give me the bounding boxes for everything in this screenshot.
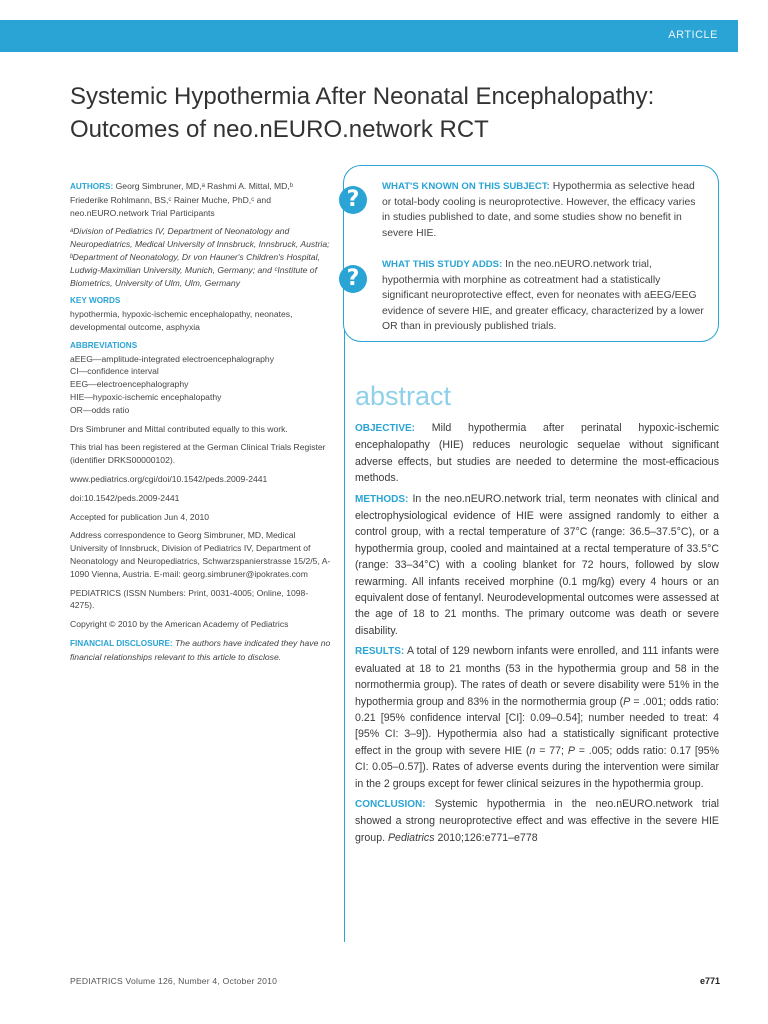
question-icon: ? [339,265,367,293]
results-text: = 77; [535,744,568,757]
left-column [70,180,332,670]
results-n-symbol: n [529,744,536,757]
issn: PEDIATRICS (ISSN Numbers: Print, 0031-4005; Online, 1098-4275). [70,587,309,611]
conclusion-text: Systemic hypothermia in the neo.nEURO.network trial showed a strong neuroprotective effect and was effective in the severe HIE group. [355,797,719,844]
whats-known-label: WHAT'S KNOWN ON THIS SUBJECT: [382,181,550,192]
article-url[interactable]: www.pediatrics.org/cgi/doi/10.1542/peds.2009-2441 [70,473,268,484]
copyright: Copyright © 2010 by the American Academy of Pediatrics [70,619,289,630]
keywords-label: KEY WORDS [70,296,121,306]
results-p-symbol: P [623,695,631,708]
registration-note: This trial has been registered at the German Clinical Trials Register (identifier DRKS00000102). [70,442,326,466]
abbreviation-item: aEEG—amplitude-integrated electroencephalography [70,353,274,364]
whats-known-text: Hypothermia as selective head or total-body cooling is neuroprotective. However, the efficacy varies in studies published to date, and some studies show no benefit in severe HIE. [382,181,696,239]
citation-journal: Pediatrics [387,831,435,844]
question-icon: ? [339,186,367,214]
correspondence-address: Address correspondence to Georg Simbruner, MD, Medical University of Innsbruck, Division of Pediatrics IV, Department of Neonatology and Neuropediatrics, Schwarzspanierstrasse 15/2/5, A-1090 Vienna, Austria. E-mail: georg.simbruner@ipokrates.com [70,530,331,579]
whats-known [382,179,704,241]
abbreviations-label: ABBREVIATIONS [70,340,138,350]
objective-text: Mild hypothermia after perinatal hypoxic-ischemic encephalopathy (HIE) reduces neurologic sequelae without significant adverse effects, but studies are needed to determine the most-efficacious methods. [355,422,720,485]
methods-text: In the neo.nEURO.network trial, term neonates with clinical and electrophysiological evidence of HIE were assigned randomly to either a control group, with a rectal temperature of 37°C (range: 36.5–37.5°C), or a hypothermia group, cooled and maintained at a rectal temperature of 33.5°C (range: 33–34°C) with a cooling blanket for 72 hours, followed by slow rewarming. All infants received morphine (0.1 mg/kg) every 4 hours or an equivalent dose of fentanyl. Neurodevelopmental outcomes were assessed at the age of 18 to 21 months. The primary outcome was death or severe disability. [355,492,719,637]
title-line-2: Outcomes of neo.nEURO.network RCT [70,116,489,143]
results-label: RESULTS: [355,646,405,658]
keywords-text: hypothermia, hypoxic-ischemic encephalopathy, neonates, developmental outcome, asphyxia [70,309,293,332]
study-adds-text: In the neo.nEURO.network trial, hypothermia with morphine as cotreatment had a statistically significant neuroprotective effect, even for neonates with aEEG/EEG evidence of severe HIE, and greater efficacy, characterized by a lower OR than in previously published trials. [382,259,704,333]
abstract-methods [355,491,719,640]
abstract-objective [355,420,719,487]
accepted-date: Accepted for publication Jun 4, 2010 [70,511,210,522]
abstract-heading: abstract [355,381,452,411]
methods-label: METHODS: [355,493,409,505]
abstract-results [355,643,719,792]
financial-disclosure [70,637,332,664]
abstract-body [355,420,719,850]
affiliations: ᵃDivision of Pediatrics IV, Department of Neonatology and Neuropediatrics, Medical University of Innsbruck, Innsbruck, Austria; ᵇDepartment of Neonatology, Dr von Hauner's Children's Hospital, Ludwig-Maximilian University, Munich, Germany; and ᶜInstitute of Biometrics, University of Ulm, Ulm, Germany [70,226,330,288]
objective-label: OBJECTIVE: [355,423,416,434]
abbreviation-item: HIE—hypoxic-ischemic encephalopathy [70,391,222,402]
title-line-1: Systemic Hypothermia After Neonatal Encephalopathy: [70,83,655,110]
section-label: ARTICLE [668,29,718,41]
abbreviation-item: CI—confidence interval [70,366,159,377]
authors-text: Georg Simbruner, MD,ᵃ Rashmi A. Mittal, MD,ᵇ Friederike Rohlmann, BS,ᶜ Rainer Muche, PhD,ᶜ and neo.nEURO.network Trial Participants [70,181,294,218]
results-p-symbol: P [567,744,575,757]
study-adds-label: WHAT THIS STUDY ADDS: [382,259,503,270]
results-text: = .001; odds ratio: 0.21 [95% confidence interval [CI]: 0.09–0.54]; number needed to treat: 4 [95% CI: 3–9]). Hypothermia also had a statistically significant protective effect in the group with severe HIE ( [355,695,719,757]
doi: doi:10.1542/peds.2009-2441 [70,492,180,503]
citation-details: 2010;126:e771–e778 [434,831,538,844]
abbreviations-list [70,353,332,417]
footer-journal-line: PEDIATRICS Volume 126, Number 4, October 2010 [70,976,278,986]
section-header-bar [0,20,738,52]
disclosure-label: FINANCIAL DISCLOSURE: [70,638,173,648]
authors-label: AUTHORS: [70,182,114,191]
page-number: e771 [699,976,720,986]
results-text: = .005; odds ratio: 0.17 [95% CI: 0.05–0.57]). Rates of adverse events during the intervention were similar in the 2 groups except for fewer clinical seizures in the hypothermia group. [355,744,719,790]
study-adds [382,257,704,335]
authors [70,180,332,219]
contribution-note: Drs Simbruner and Mittal contributed equally to this work. [70,423,288,434]
abbreviation-item: EEG—electroencephalography [70,379,189,390]
abstract-conclusion [355,796,719,846]
results-text: A total of 129 newborn infants were enrolled, and 111 infants were evaluated at 18 to 21 months (53 in the hypothermia group and 58 in the normothermia group). The rates of death or severe disability were 51% in the hypothermia group and 83% in the normothermia group ( [355,645,720,708]
conclusion-label: CONCLUSION: [355,798,426,810]
disclosure-text: The authors have indicated they have no financial relationships relevant to this article to disclose. [70,637,331,662]
article-title [70,80,730,146]
abbreviation-item: OR—odds ratio [70,404,130,415]
